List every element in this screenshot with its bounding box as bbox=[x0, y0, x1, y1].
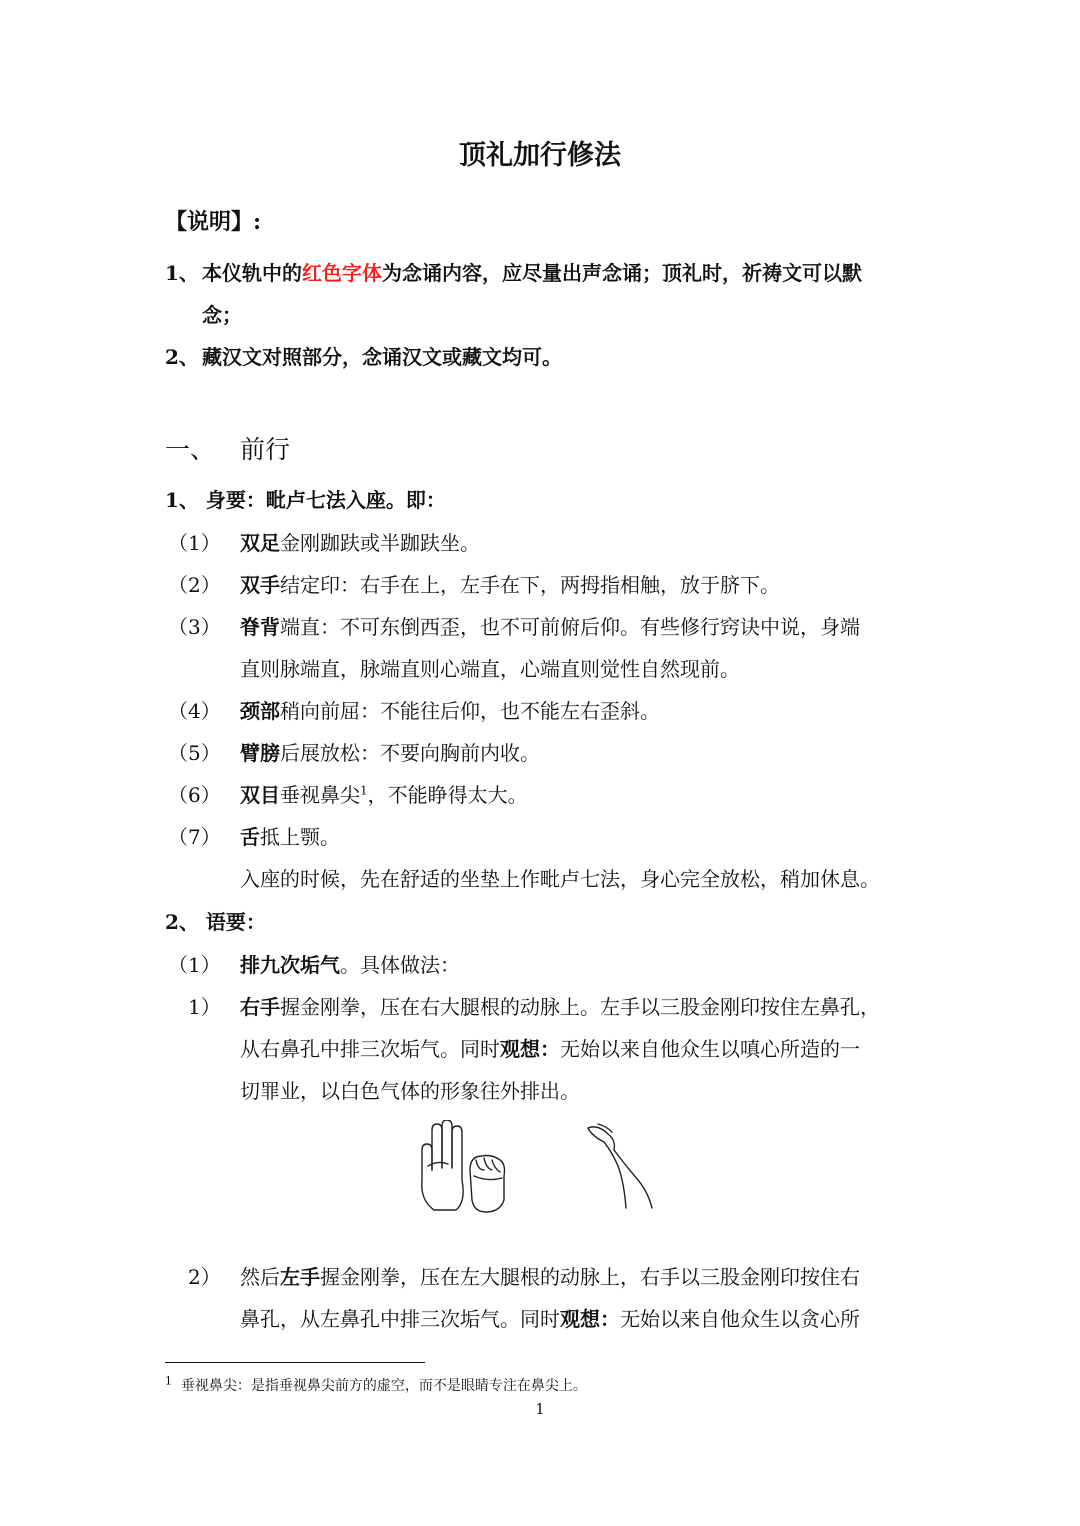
note-2-text: 藏汉文对照部分，念诵汉文或藏文均可。 bbox=[202, 345, 562, 369]
list-item-number: （1） bbox=[168, 953, 221, 977]
sub-item-line bbox=[240, 1262, 860, 1292]
list-item-text: 垂视鼻尖 bbox=[280, 783, 360, 807]
list-item-text: 结定印：右手在上，左手在下，两拇指相触，放于脐下。 bbox=[280, 573, 780, 597]
list-item-keyword: 舌 bbox=[240, 825, 260, 849]
sub-item-text: 从右鼻孔中排三次垢气。同时 bbox=[240, 1037, 500, 1061]
list-item-text: 后展放松：不要向胸前内收。 bbox=[280, 741, 540, 765]
body-paragraph: 入座的时候，先在舒适的坐垫上作毗卢七法，身心完全放松，稍加休息。 bbox=[240, 867, 880, 891]
sub-item-number: 1） bbox=[188, 995, 221, 1019]
footnote-divider bbox=[165, 1362, 425, 1363]
list-item-keyword: 排九次垢气 bbox=[240, 953, 340, 977]
sub-item-keyword: 观想： bbox=[500, 1037, 560, 1061]
section-number: 一、 bbox=[165, 435, 216, 464]
sub-item-line: 切罪业，以白色气体的形象往外排出。 bbox=[240, 1079, 580, 1103]
sub-item-line bbox=[240, 992, 880, 1022]
list-item-continuation: 直则脉端直，脉端直则心端直，心端直则觉性自然现前。 bbox=[240, 657, 740, 681]
list-item bbox=[240, 528, 480, 558]
list-item-keyword: 颈部 bbox=[240, 699, 280, 723]
sub-item-text: 无始以来自他众生以贪心所 bbox=[620, 1307, 860, 1331]
list-item bbox=[240, 570, 780, 600]
sub-item-text: 握金刚拳，压在右大腿根的动脉上。左手以三股金刚印按住左鼻孔， bbox=[280, 995, 880, 1019]
list-item-text: 抵上颚。 bbox=[260, 825, 340, 849]
list-item-number: （6） bbox=[168, 783, 221, 807]
list-item-number: （3） bbox=[168, 615, 221, 639]
list-item-number: （7） bbox=[168, 825, 221, 849]
mudra-figure bbox=[412, 1120, 672, 1245]
list-item bbox=[240, 738, 540, 768]
list-item bbox=[240, 612, 860, 642]
footnote bbox=[165, 1376, 587, 1396]
list-item-number: （1） bbox=[168, 531, 221, 555]
note-1-pre: 本仪轨中的 bbox=[202, 261, 302, 285]
list-item-keyword: 臂膀 bbox=[240, 741, 280, 765]
list-item-keyword: 双足 bbox=[240, 531, 280, 555]
sub-item-line bbox=[240, 1034, 860, 1064]
list-item-keyword: 双目 bbox=[240, 783, 280, 807]
list-item-text: 端直：不可东倒西歪，也不可前俯后仰。有些修行窍诀中说，身端 bbox=[280, 615, 860, 639]
list-item bbox=[240, 950, 460, 980]
note-1-continuation: 念； bbox=[202, 303, 242, 327]
list-item-text: 稍向前屈：不能往后仰，也不能左右歪斜。 bbox=[280, 699, 660, 723]
sub-item-text: 然后 bbox=[240, 1265, 280, 1289]
body-heading-1: 1、 身要：毗卢七法入座。即： bbox=[165, 488, 446, 512]
body-heading-2: 2、 语要： bbox=[165, 910, 266, 934]
list-item-number: （4） bbox=[168, 699, 221, 723]
list-item-text: 金刚跏趺或半跏趺坐。 bbox=[280, 531, 480, 555]
note-1-text bbox=[202, 258, 862, 288]
page-title: 顶礼加行修法 bbox=[459, 140, 621, 171]
sub-item-line bbox=[240, 1304, 860, 1334]
list-item-text: ，不能睁得太大。 bbox=[367, 783, 528, 807]
sub-item-keyword: 观想： bbox=[560, 1307, 620, 1331]
footnote-mark: 1 bbox=[165, 1374, 172, 1388]
sub-item-text: 无始以来自他众生以嗔心所造的一 bbox=[560, 1037, 860, 1061]
page-number: 1 bbox=[535, 1400, 545, 1418]
sub-item-text: 握金刚拳，压在左大腿根的动脉上，右手以三股金刚印按住右 bbox=[320, 1265, 860, 1289]
list-item-number: （2） bbox=[168, 573, 221, 597]
note-heading: 【说明】: bbox=[165, 209, 262, 235]
footnote-text: 垂视鼻尖：是指垂视鼻尖前方的虚空，而不是眼睛专注在鼻尖上。 bbox=[180, 1378, 587, 1394]
sub-item-number: 2） bbox=[188, 1265, 221, 1289]
list-item-text: 。具体做法： bbox=[340, 953, 460, 977]
vajra-fist-illustration bbox=[412, 1120, 672, 1220]
note-1-red-text: 红色字体 bbox=[302, 261, 382, 285]
list-item-number: （5） bbox=[168, 741, 221, 765]
section-title: 前行 bbox=[240, 435, 291, 464]
list-item bbox=[240, 822, 340, 852]
footnote-ref[interactable]: 1 bbox=[360, 783, 368, 798]
note-1-number: 1、 bbox=[165, 261, 199, 285]
sub-item-keyword: 右手 bbox=[240, 995, 280, 1019]
note-2-number: 2、 bbox=[165, 345, 199, 369]
sub-item-text: 鼻孔，从左鼻孔中排三次垢气。同时 bbox=[240, 1307, 560, 1331]
list-item-keyword: 脊背 bbox=[240, 615, 280, 639]
sub-item-keyword: 左手 bbox=[280, 1265, 320, 1289]
note-1-post: 为念诵内容，应尽量出声念诵；顶礼时，祈祷文可以默 bbox=[382, 261, 862, 285]
list-item bbox=[240, 696, 660, 726]
list-item bbox=[240, 780, 528, 810]
list-item-keyword: 双手 bbox=[240, 573, 280, 597]
